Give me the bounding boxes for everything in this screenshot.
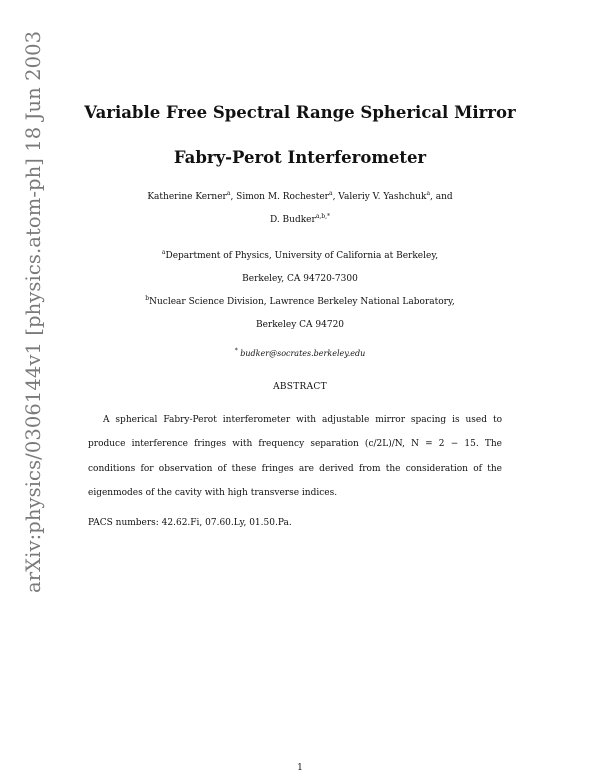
author-4: D. Budker$^{a,b,*}$ bbox=[269, 213, 331, 225]
author-1: Katherine Kerner$^a$, bbox=[147, 190, 237, 202]
affiliation-b-line-2: Berkeley CA 94720 bbox=[255, 320, 345, 330]
page-number: 1 bbox=[297, 763, 303, 773]
title-line-2: Fabry-Perot Interferometer bbox=[173, 148, 427, 167]
author-3: Valeriy V. Yashchuk$^a$, and bbox=[338, 190, 453, 202]
abstract-body: A spherical Fabry-Perot interferometer with adjustable mirror spacing is used to produce interference fringes with frequency separation (c/2L)/N, N = 2 − 15. The conditions for observation of these fringes are derived from the consideration of the eigenmodes of the cavity with high transverse indices. bbox=[88, 415, 502, 498]
affiliation-a-line-1: $^a$Department of Physics, University of California at Berkeley, bbox=[161, 249, 439, 261]
affiliation-b-line-1: $^b$Nuclear Science Division, Lawrence Berkeley National Laboratory, bbox=[145, 295, 455, 307]
title-line-1: Variable Free Spectral Range Spherical Mirror bbox=[84, 103, 516, 122]
author-line-1 bbox=[0, 192, 600, 202]
corresponding-email: * budker@socrates.berkeley.edu bbox=[234, 347, 366, 358]
author-line-2 bbox=[0, 215, 600, 225]
pacs-numbers: PACS numbers: 42.62.Fi, 07.60.Ly, 01.50.Pa. bbox=[88, 518, 292, 528]
abstract-heading: ABSTRACT bbox=[273, 382, 327, 392]
arxiv-stamp: arXiv:physics/0306144v1 [physics.atom-ph] 18 Jun 2003 bbox=[22, 30, 45, 593]
author-2: Simon M. Rochester$^a$, bbox=[236, 190, 339, 202]
affiliation-a-line-2: Berkeley, CA 94720-7300 bbox=[242, 274, 358, 284]
